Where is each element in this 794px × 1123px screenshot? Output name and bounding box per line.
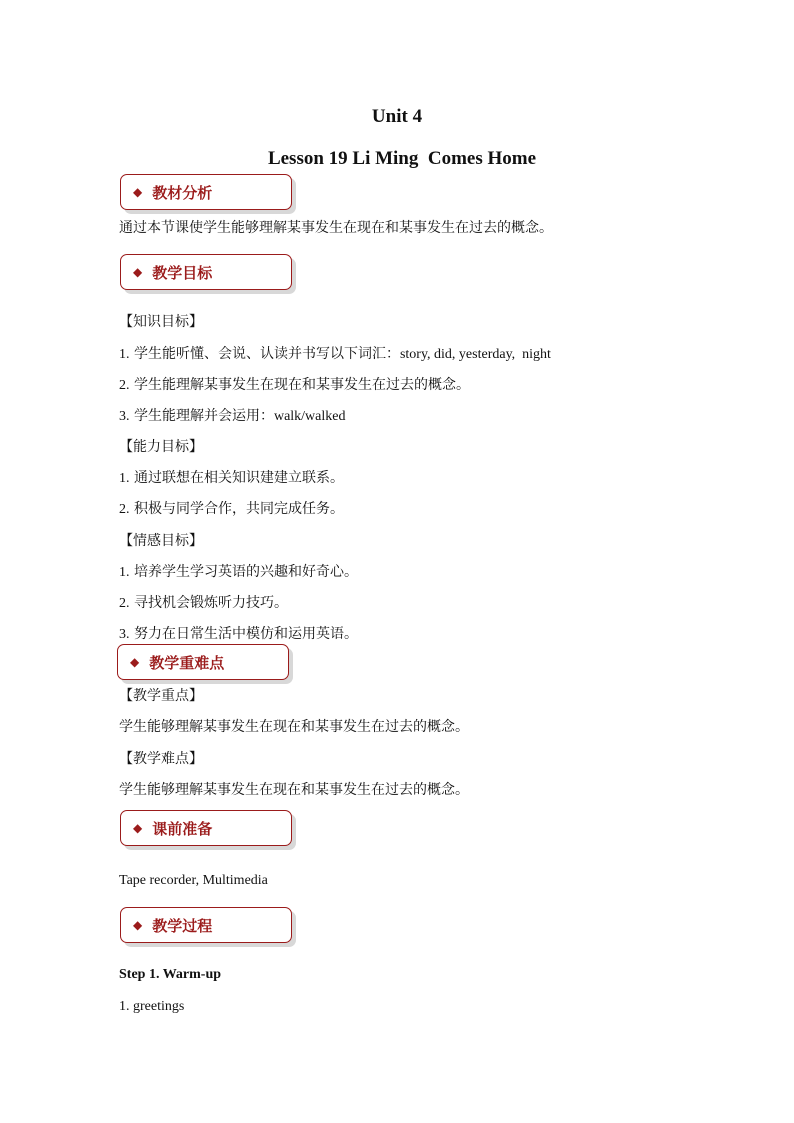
difficulty-label: 【教学难点】	[119, 751, 203, 767]
ability-item: 2. 积极与同学合作，共同完成任务。	[119, 501, 344, 517]
knowledge-item: 2. 学生能理解某事发生在现在和某事发生在过去的概念。	[119, 377, 470, 393]
diamond-icon: ◆	[133, 918, 143, 932]
diamond-icon: ◆	[130, 655, 140, 669]
lesson-title: Lesson 19 Li Ming Comes Home	[267, 148, 537, 169]
emotion-item: 1. 培养学生学习英语的兴趣和好奇心。	[119, 564, 358, 580]
focus-text: 学生能够理解某事发生在现在和某事发生在过去的概念。	[119, 719, 469, 735]
emotion-goal-label: 【情感目标】	[119, 533, 203, 549]
emotion-item: 2. 寻找机会锻炼听力技巧。	[119, 595, 288, 611]
section-heading-label: 教学重难点	[149, 653, 225, 672]
ability-goal-label: 【能力目标】	[119, 439, 203, 455]
ability-item: 1. 通过联想在相关知识建建立联系。	[119, 470, 344, 486]
step-title: Step 1. Warm-up	[119, 967, 222, 982]
section-heading-process	[120, 907, 292, 943]
diamond-icon: ◆	[133, 265, 143, 279]
emotion-item: 3. 努力在日常生活中模仿和运用英语。	[119, 626, 358, 642]
unit-title: Unit 4	[371, 106, 423, 127]
preparation-text: Tape recorder, Multimedia	[119, 873, 268, 888]
section-heading-preparation	[120, 810, 292, 846]
section-heading-label: 教材分析	[152, 183, 213, 202]
step-item: 1. greetings	[119, 999, 185, 1014]
section-heading-label: 课前准备	[152, 819, 213, 838]
section-heading-label: 教学目标	[152, 263, 213, 282]
section-heading-goals	[120, 254, 292, 290]
knowledge-item: 1. 学生能听懂、会说、认读并书写以下词汇：story, did, yesterday, night	[119, 346, 551, 362]
section-heading-analysis	[120, 174, 292, 210]
diamond-icon: ◆	[133, 821, 143, 835]
section-heading-label: 教学过程	[152, 916, 213, 935]
knowledge-goal-label: 【知识目标】	[119, 314, 203, 330]
knowledge-item: 3. 学生能理解并会运用：walk/walked	[119, 408, 346, 424]
focus-label: 【教学重点】	[119, 688, 203, 704]
difficulty-text: 学生能够理解某事发生在现在和某事发生在过去的概念。	[119, 782, 469, 798]
analysis-text: 通过本节课使学生能够理解某事发生在现在和某事发生在过去的概念。	[119, 220, 553, 236]
section-heading-key-points	[117, 644, 289, 680]
diamond-icon: ◆	[133, 185, 143, 199]
